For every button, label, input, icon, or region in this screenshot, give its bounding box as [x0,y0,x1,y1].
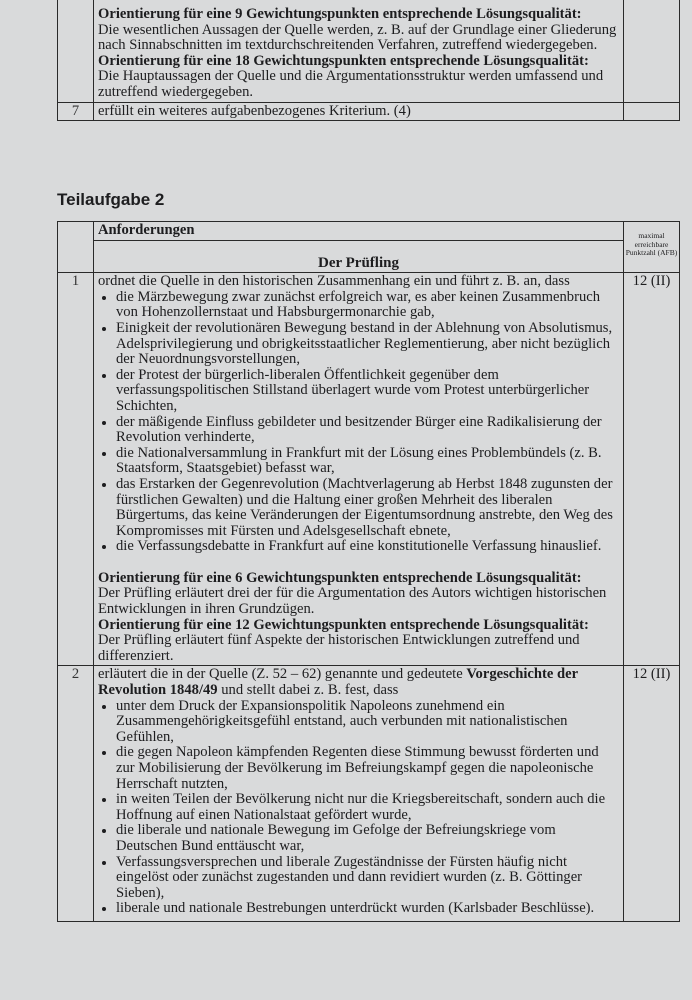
header-pruefling: Der Prüfling [94,240,624,273]
header-row [58,222,680,241]
requirement-intro: ordnet die Quelle in den historischen Zusammenhang ein und führt z. B. an, dass [98,273,570,290]
points-value: 12 (II) [624,273,680,666]
orientation-text: Der Prüfling erläutert drei der für die Argumentation des Autors wichtigen historischen Entwicklungen in ihren Grundzügen. [98,585,607,618]
bullet-item: • in weiten Teilen der Bevölkerung nicht nur die Kriegsbereitschaft, sondern auch die Hoffnung auf einen Nationalstaat gefördert wurde, [116,792,619,823]
row-number: 7 [58,102,94,121]
orientation-heading: Orientierung für eine 9 Gewichtungspunkten entsprechende Lösungsqualität: [98,6,582,22]
header-points: maximal erreichbare Punktzahl (AFB) [624,222,680,273]
intro-bold-text: Vorgeschichte der Revolution 1848/49 [98,666,578,699]
points-cell [624,0,680,102]
bullet-item: • unter dem Druck der Expansionspolitik Napoleons zunehmend ein Zusammengehörigkeitsgefühl entstand, auch verbunden mit nationalistischen Gefühlen, [116,699,619,746]
row-number: 2 [58,666,94,922]
bullet-item: • Einigkeit der revolutionären Bewegung bestand in der Ablehnung von Absolutismus, Adelsprivilegierung und obrigkeitsstaatlicher Reglementierung, aber nicht bezüglich der Neuordnungsvorstellungen, [116,321,619,368]
orientation-heading: Orientierung für eine 18 Gewichtungspunkten entsprechende Lösungsqualität: [98,52,589,69]
bullet-item: • die liberale und nationale Bewegung im Gefolge der Befreiungskriege vom Deutschen Bund enttäuscht war, [116,823,619,854]
orientation-text: Die Hauptaussagen der Quelle und die Argumentationsstruktur werden umfassend und zutreffend wiedergegeben. [98,68,604,100]
bullet-item: • die Nationalversammlung in Frankfurt mit der Lösung eines Problembündels (z. B. Staatsform, Staatsgebiet) befasst war, [116,446,619,477]
header-blank-cell [58,222,94,273]
orientation-text: Die wesentlichen Aussagen der Quelle werden, z. B. auf der Grundlage einer Gliederung nach Sinnabschnitten im textdurchschreitenden Verfahren, zutreffend wiedergegeben. [98,21,617,54]
table-row [58,273,680,666]
bullet-item: • der mäßigende Einfluss gebildeter und besitzender Bürger eine Radikalisierung der Revolution verhinderte, [116,415,619,446]
bullet-item: • die gegen Napoleon kämpfenden Regenten diese Stimmung bewusst förderten und zur Mobilisierung der Bevölkerung im Befreiungskampf gegen die napoleonische Herrschaft nutzten, [116,745,619,792]
bullet-item: • das Erstarken der Gegenrevolution (Machtverlagerung ab Herbst 1848 zugunsten der fürstlichen Gewalten) und die Haltung einer großen Mehrheit des liberalen Bürgertums, das keine Veränderungen der Eigentumsordnung anstrebte, den Weg des Kompromisses mit Fürsten und Adelsgesellschaft ebnete, [116,477,619,539]
orientation-heading: Orientierung für eine 6 Gewichtungspunkten entsprechende Lösungsqualität: [98,569,582,586]
row-number-cell [58,0,94,102]
bullet-item: • die Märzbewegung zwar zunächst erfolgreich war, es aber keinen Zusammenbruch von Hohenzollernstaat und Habsburgermonarchie gab, [116,290,619,321]
table-row [58,0,680,102]
bullet-item: • die Verfassungsdebatte in Frankfurt auf eine konstitutionelle Verfassung hinauslief. [116,539,619,555]
intro-text: und stellt dabei z. B. fest, dass [217,682,399,699]
bullet-item: • liberale und nationale Bestrebungen unterdrückt wurden (Karlsbader Beschlüsse). [116,901,619,917]
bullet-list [98,699,619,917]
row-number: 1 [58,273,94,666]
intro-text: erläutert die in der Quelle (Z. 52 – 62) genannte und gedeutete [98,666,467,683]
bullet-list [98,290,619,555]
points-value: 12 (II) [624,666,680,922]
criteria-table-part1 [57,0,680,121]
points-cell [624,102,680,121]
orientation-heading: Orientierung für eine 12 Gewichtungspunkten entsprechende Lösungsqualität: [98,616,589,633]
table-row [58,666,680,922]
header-anforderungen: Anforderungen [98,222,195,238]
requirement-text: erfüllt ein weiteres aufgabenbezogenes Kriterium. (4) [94,102,624,121]
bullet-item: • der Protest der bürgerlich-liberalen Öffentlichkeit gegenüber dem verfassungspolitischen Stillstand überlagert wurde vom Protest unterbürgerlicher Schichten, [116,368,619,415]
requirement-intro [98,667,619,698]
criteria-table-part2 [57,221,680,922]
table-row [58,102,680,121]
header-row [58,240,680,273]
bullet-item: • Verfassungsversprechen und liberale Zugeständnisse der Fürsten häufig nicht eingelöst oder zunächst zugestanden und dann revidiert wurden (z. B. Göttinger Sieben), [116,855,619,902]
section-heading: Teilaufgabe 2 [57,190,165,209]
requirement-cell [94,0,624,102]
orientation-text: Der Prüfling erläutert fünf Aspekte der historischen Entwicklungen zutreffend und differenziert. [98,632,580,664]
requirement-cell [94,273,624,666]
requirement-cell [94,666,624,922]
